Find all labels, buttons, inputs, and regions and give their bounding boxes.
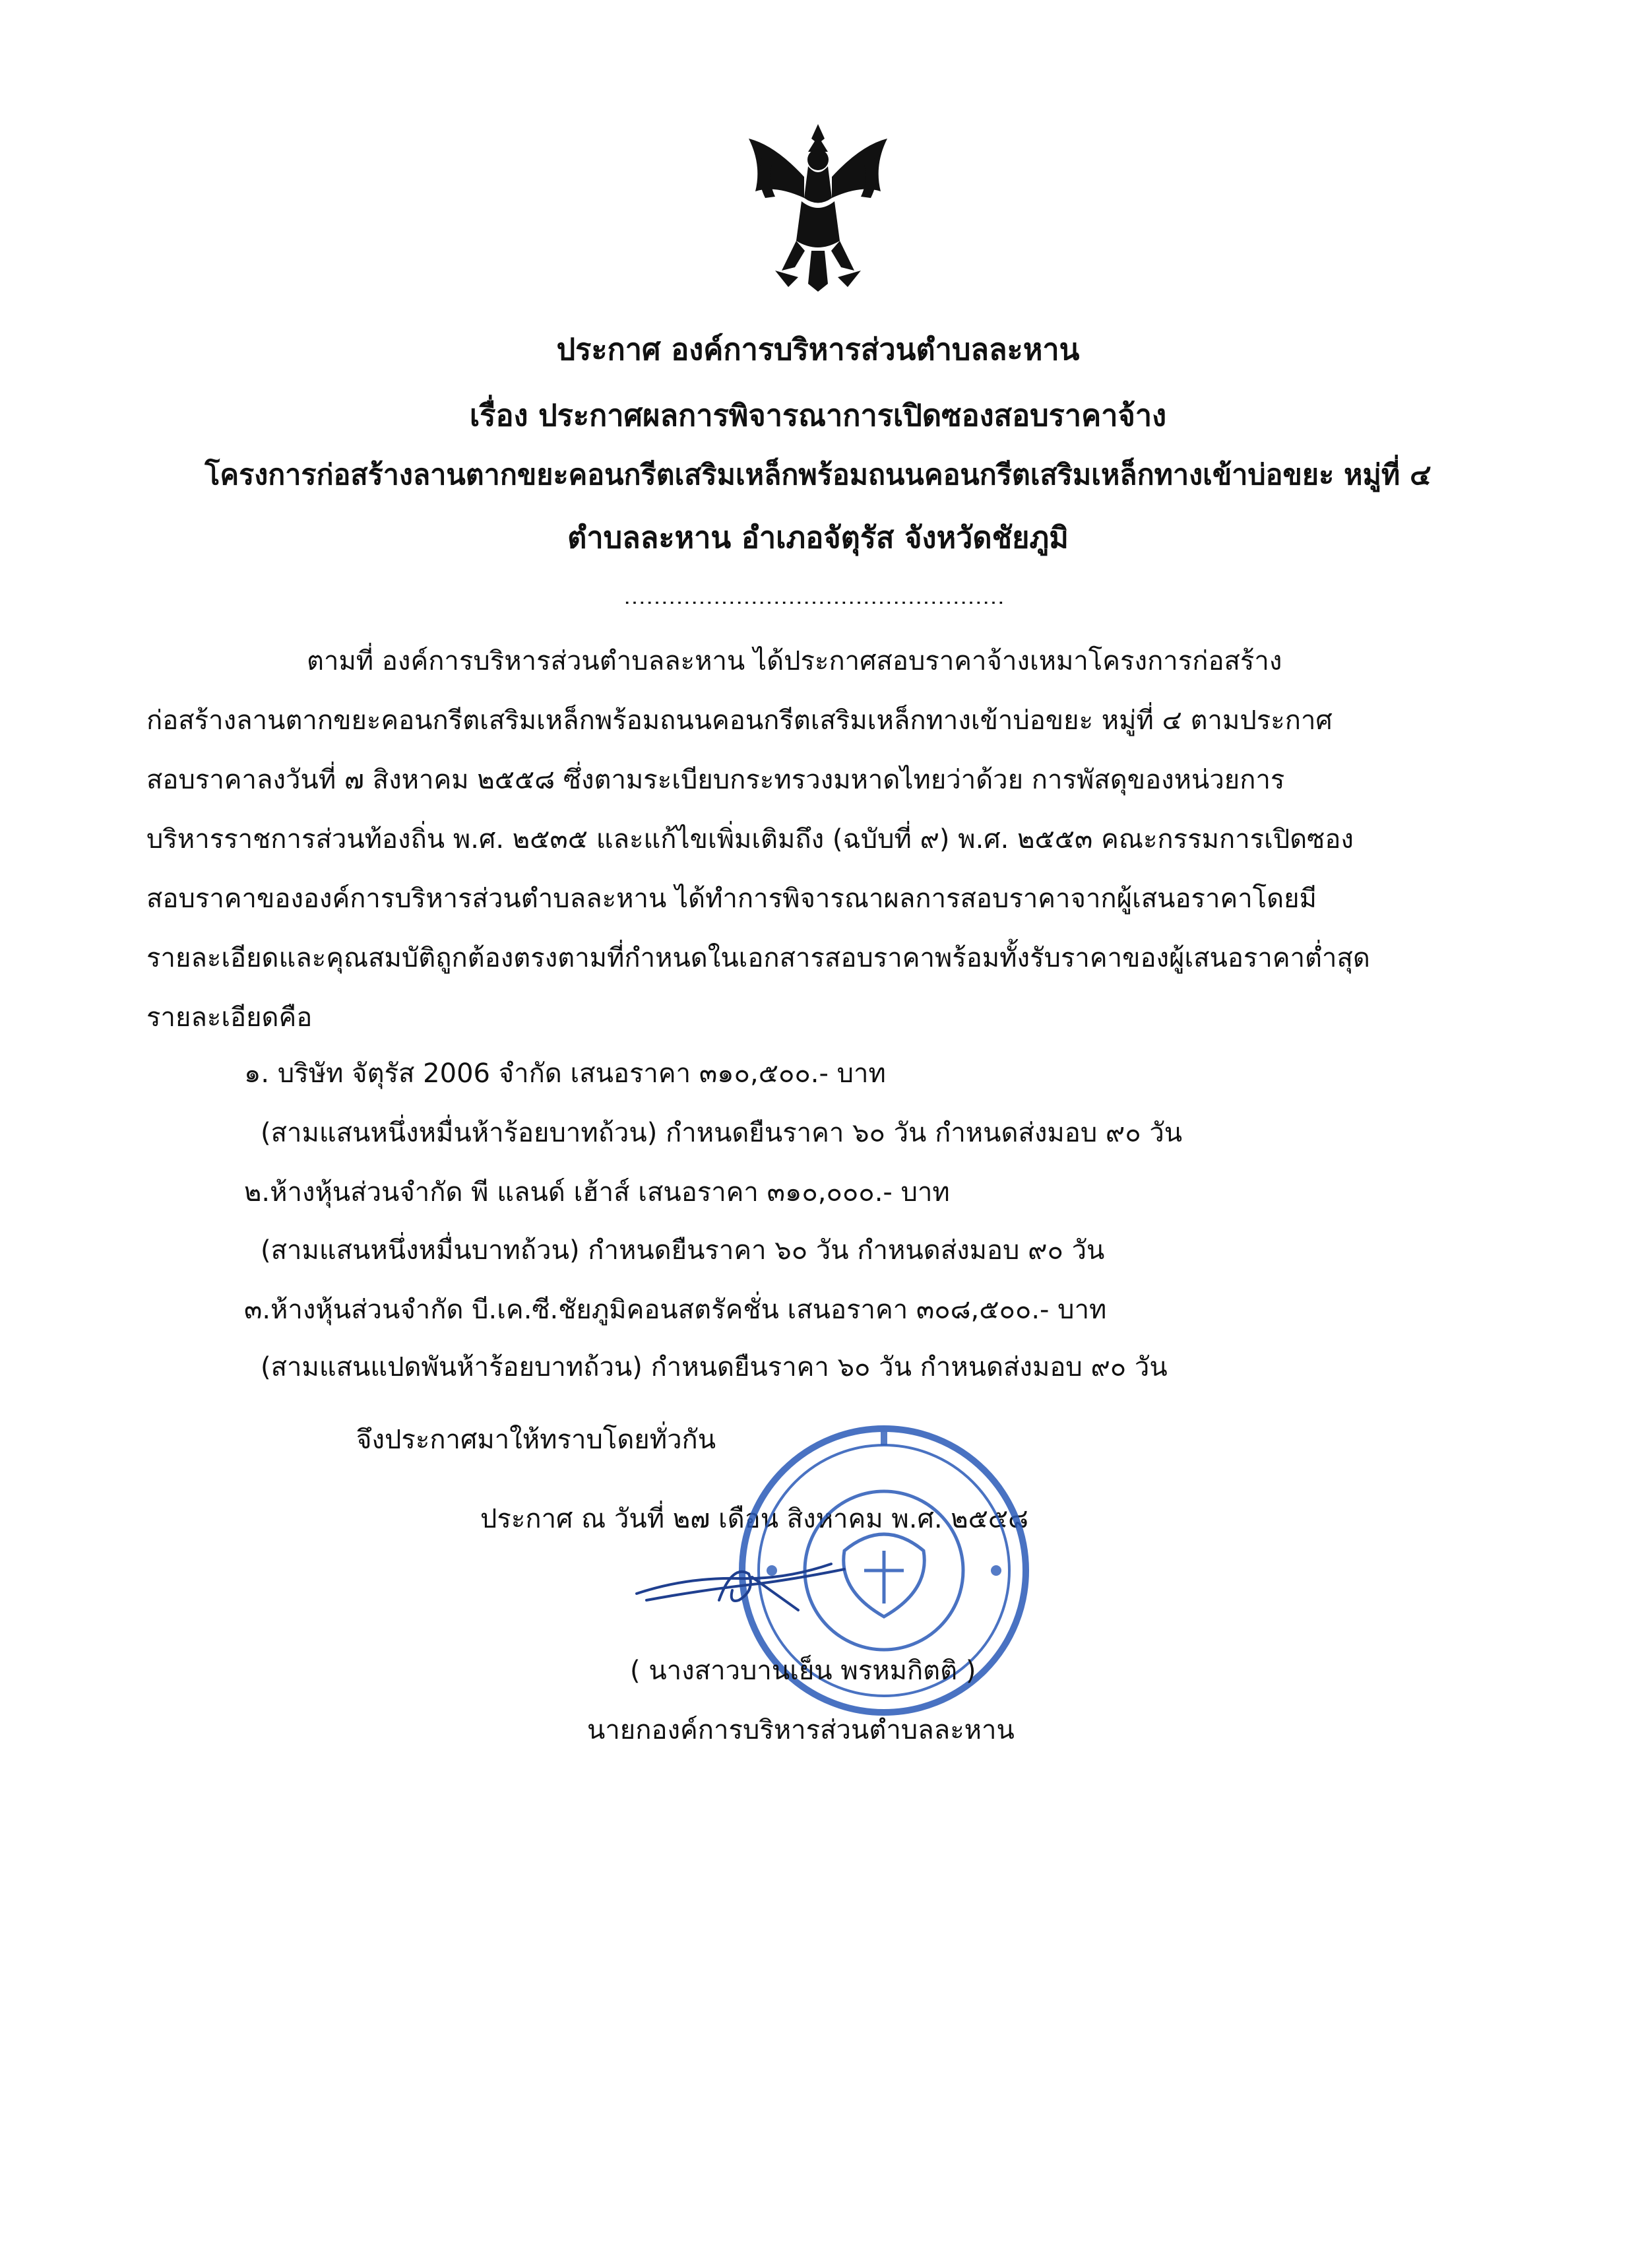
header-project: โครงการก่อสร้างลานตากขยะคอนกรีตเสริมเหล็กพร้อมถนนคอนกรีตเสริมเหล็กทางเข้าบ่อขยะ หมู่ที่ ๔: [204, 459, 1432, 492]
closing-announcement: จึงประกาศมาให้ทราบโดยทั่วกัน: [356, 1425, 716, 1455]
signature-icon: [633, 1538, 871, 1623]
header-issuer: ประกาศ องค์การบริหารส่วนตำบลละหาน: [556, 332, 1080, 367]
body-line: สอบราคาลงวันที่ ๗ สิงหาคม ๒๕๕๘ ซึ่งตามระเบียบกระทรวงมหาดไทยว่าด้วย การพัสดุของหน่วยการ: [146, 765, 1285, 795]
header-location: ตำบลละหาน อำเภอจัตุรัส จังหวัดชัยภูมิ: [567, 520, 1069, 555]
dotted-divider: ……………………………………………: [623, 584, 1005, 604]
body-line: รายละเอียดและคุณสมบัติถูกต้องตรงตามที่กำหนดในเอกสารสอบราคาพร้อมทั้งรับราคาของผู้เสนอราคาต่ำสุด: [146, 943, 1370, 973]
bid-3-line: ๓.ห้างหุ้นส่วนจำกัด บี.เค.ซี.ชัยภูมิคอนสตรัคชั่น เสนอราคา ๓๐๘,๕๐๐.- บาท: [244, 1295, 1107, 1325]
body-line: ตามที่ องค์การบริหารส่วนตำบลละหาน ได้ประกาศสอบราคาจ้างเหมาโครงการก่อสร้าง: [307, 646, 1282, 676]
garuda-emblem-icon: [736, 119, 900, 304]
header-subject: เรื่อง ประกาศผลการพิจารณาการเปิดซองสอบราคาจ้าง: [469, 398, 1167, 433]
signer-title: นายกองค์การบริหารส่วนตำบลละหาน: [587, 1715, 1015, 1745]
announcement-date: ประกาศ ณ วันที่ ๒๗ เดือน สิงหาคม พ.ศ. ๒๕๕๘: [480, 1504, 1029, 1534]
bid-2-detail: (สามแสนหนึ่งหมื่นบาทถ้วน) กำหนดยืนราคา ๖๐ วัน กำหนดส่งมอบ ๙๐ วัน: [261, 1235, 1105, 1266]
bid-1-line: ๑. บริษัท จัตุรัส 2006 จำกัด เสนอราคา ๓๑๐,๕๐๐.- บาท: [244, 1058, 886, 1089]
body-line: ก่อสร้างลานตากขยะคอนกรีตเสริมเหล็กพร้อมถนนคอนกรีตเสริมเหล็กทางเข้าบ่อขยะ หมู่ที่ ๔ ตามประกาศ: [146, 705, 1333, 736]
body-line: สอบราคาขององค์การบริหารส่วนตำบลละหาน ได้ทำการพิจารณาผลการสอบราคาจากผู้เสนอราคาโดยมี: [146, 884, 1317, 914]
bid-2-line: ๒.ห้างหุ้นส่วนจำกัด พี แลนด์ เฮ้าส์ เสนอราคา ๓๑๐,๐๐๐.- บาท: [244, 1177, 950, 1208]
body-line: บริหารราชการส่วนท้องถิ่น พ.ศ. ๒๕๓๕ และแก้ไขเพิ่มเติมถึง (ฉบับที่ ๙) พ.ศ. ๒๕๕๓ คณะกรรมการเปิดซอง: [146, 824, 1354, 855]
signer-name: ( นางสาวบานเย็น พรหมกิตติ ): [630, 1656, 976, 1686]
bid-1-detail: (สามแสนหนึ่งหมื่นห้าร้อยบาทถ้วน) กำหนดยืนราคา ๖๐ วัน กำหนดส่งมอบ ๙๐ วัน: [261, 1118, 1183, 1148]
body-line: รายละเอียดคือ: [146, 1002, 313, 1033]
bid-3-detail: (สามแสนแปดพันห้าร้อยบาทถ้วน) กำหนดยืนราคา ๖๐ วัน กำหนดส่งมอบ ๙๐ วัน: [261, 1352, 1168, 1382]
